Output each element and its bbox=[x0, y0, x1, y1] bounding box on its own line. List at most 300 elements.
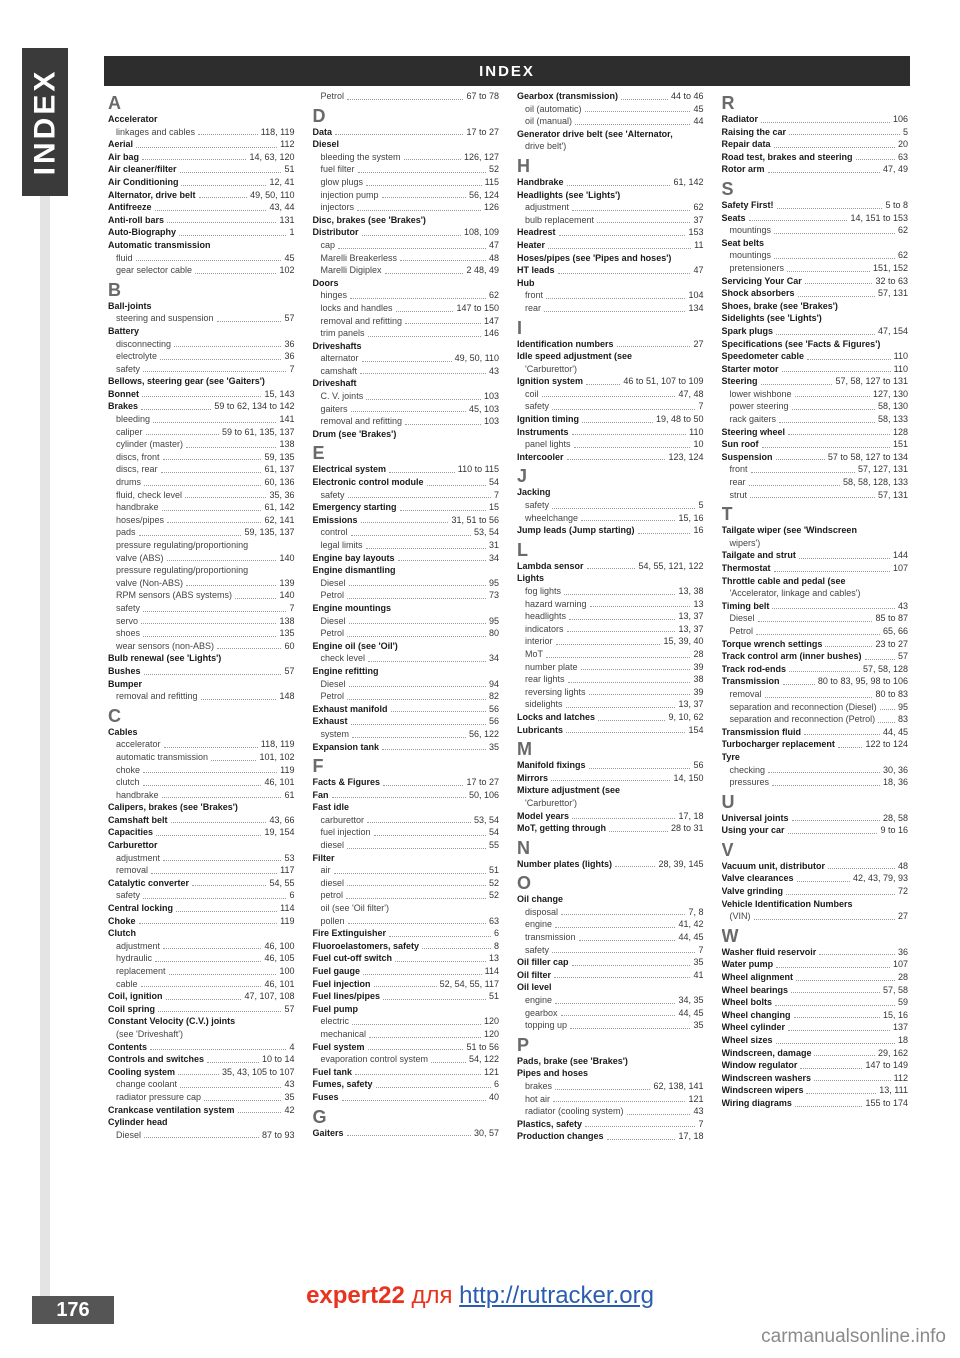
index-subentry bbox=[108, 501, 295, 514]
dot-leader bbox=[796, 979, 895, 981]
index-entry bbox=[108, 902, 295, 915]
entry-term: Washer fluid reservoir bbox=[721, 946, 817, 957]
index-entry bbox=[313, 990, 500, 1003]
entry-term: Filter bbox=[312, 852, 335, 863]
index-subentry bbox=[517, 115, 704, 128]
index-section-letter: M bbox=[517, 739, 532, 760]
index-subentry bbox=[313, 1053, 500, 1066]
entry-term: handbrake bbox=[116, 502, 159, 513]
index-entry bbox=[108, 189, 295, 202]
entry-pages: 36 bbox=[284, 338, 295, 349]
entry-pages: 110 bbox=[893, 351, 908, 362]
entry-term: Windscreen wipers bbox=[721, 1085, 804, 1096]
index-entry bbox=[517, 128, 704, 141]
index-entry bbox=[722, 726, 909, 739]
entry-pages: 5 to 8 bbox=[885, 199, 908, 210]
entry-term: Auto-Biography bbox=[108, 227, 176, 238]
dot-leader bbox=[162, 796, 282, 798]
dot-leader bbox=[775, 1004, 895, 1006]
entry-term: accelerator bbox=[116, 739, 161, 750]
index-entry bbox=[722, 650, 909, 663]
entry-term: Engine oil (see 'Oil') bbox=[312, 640, 398, 651]
entry-term: Exhaust manifold bbox=[312, 703, 388, 714]
entry-pages: 80 to 83 bbox=[875, 688, 908, 699]
dot-leader bbox=[555, 1088, 650, 1090]
dot-leader bbox=[349, 622, 486, 624]
index-entry bbox=[517, 264, 704, 277]
entry-term: Window regulator bbox=[721, 1060, 798, 1071]
entry-term: Diesel bbox=[320, 615, 346, 626]
index-subentry bbox=[108, 889, 295, 902]
index-subentry bbox=[108, 627, 295, 640]
index-subentry bbox=[108, 952, 295, 965]
dot-leader bbox=[761, 121, 890, 123]
dot-leader bbox=[788, 433, 890, 435]
index-subentry bbox=[517, 1007, 704, 1020]
index-entry bbox=[517, 1130, 704, 1143]
index-subentry bbox=[722, 612, 909, 625]
entry-term: radiator (cooling system) bbox=[525, 1106, 624, 1117]
index-subentry bbox=[108, 338, 295, 351]
entry-pages: 114 bbox=[484, 966, 499, 976]
entry-term: Air cleaner/filter bbox=[108, 164, 177, 175]
entry-pages: 120 bbox=[483, 1028, 499, 1039]
dot-leader bbox=[792, 819, 880, 821]
index-entry bbox=[722, 824, 909, 837]
dot-leader bbox=[352, 736, 466, 738]
dot-leader bbox=[334, 872, 486, 874]
entry-term: cable bbox=[116, 978, 138, 989]
index-subentry bbox=[108, 1091, 295, 1104]
dot-leader bbox=[346, 897, 486, 899]
entry-pages: 32 to 63 bbox=[875, 275, 908, 286]
dot-leader bbox=[788, 1029, 890, 1031]
entry-pages: 43 bbox=[284, 1079, 295, 1090]
dot-leader bbox=[347, 884, 486, 886]
index-entry bbox=[722, 675, 909, 688]
index-subentry bbox=[313, 176, 500, 189]
entry-term: Transmission fluid bbox=[721, 726, 802, 737]
index-subentry bbox=[517, 1105, 704, 1118]
index-entry bbox=[313, 741, 500, 754]
entry-pages: 57 to 58, 127 to 134 bbox=[827, 451, 908, 462]
entry-pages: 59, 135 bbox=[264, 451, 295, 462]
entry-term: safety bbox=[320, 489, 345, 500]
entry-term: Wiring diagrams bbox=[721, 1097, 792, 1108]
header-title: INDEX bbox=[479, 62, 535, 80]
entry-term: MoT, getting through bbox=[517, 823, 606, 834]
entry-term: RPM sensors (ABS systems) bbox=[116, 590, 233, 601]
entry-term: removal and refitting bbox=[320, 315, 403, 326]
entry-pages: 5 bbox=[698, 500, 704, 511]
index-entry bbox=[313, 463, 500, 476]
dot-leader bbox=[362, 234, 461, 236]
entry-term: linkages and cables bbox=[116, 126, 196, 137]
dot-leader bbox=[351, 534, 471, 536]
dot-leader bbox=[627, 1113, 691, 1115]
entry-term: Jacking bbox=[517, 487, 551, 498]
entry-term: drive belt') bbox=[525, 141, 567, 152]
index-subentry bbox=[108, 126, 295, 139]
index-section-letter: L bbox=[517, 539, 528, 560]
entry-term: Turbocharger replacement bbox=[721, 739, 835, 750]
entry-term: Sidelights (see 'Lights') bbox=[721, 313, 822, 324]
entry-pages: 45 bbox=[693, 103, 704, 114]
watermark-brand: expert22 bbox=[306, 1282, 405, 1309]
entry-pages: 148 bbox=[279, 691, 295, 702]
dot-leader bbox=[347, 98, 463, 100]
index-entry bbox=[108, 138, 295, 151]
entry-term: fluid, check level bbox=[116, 489, 183, 500]
entry-term: Road test, brakes and steering bbox=[721, 151, 853, 162]
index-entry bbox=[313, 952, 500, 965]
index-section-letter: E bbox=[312, 443, 325, 464]
index-entry bbox=[108, 678, 295, 691]
index-entry bbox=[108, 1066, 295, 1079]
entry-pages: 57, 58 bbox=[882, 984, 908, 995]
dot-leader bbox=[555, 926, 675, 928]
index-subentry bbox=[517, 918, 704, 931]
entry-term: pretensioners bbox=[729, 262, 785, 273]
dot-leader bbox=[559, 234, 686, 236]
entry-pages: 58, 130 bbox=[877, 401, 908, 412]
entry-pages: 151 bbox=[892, 439, 908, 450]
dot-leader bbox=[792, 408, 875, 410]
entry-pages: 63 bbox=[897, 151, 908, 162]
entry-term: Carburettor bbox=[108, 840, 158, 851]
index-entry bbox=[722, 663, 909, 676]
index-entry bbox=[517, 277, 704, 290]
entry-term: electric bbox=[320, 1016, 350, 1027]
entry-term: Radiator bbox=[721, 114, 759, 124]
entry-pages: 61, 142 bbox=[264, 502, 295, 513]
index-subentry bbox=[517, 201, 704, 214]
index-entry bbox=[313, 1091, 500, 1104]
entry-pages: 154 bbox=[688, 724, 704, 735]
entry-pages: 10 to 14 bbox=[261, 1054, 295, 1065]
entry-pages: 4 bbox=[289, 1041, 295, 1052]
entry-term: pressure regulating/proportioning bbox=[116, 540, 249, 550]
entry-term: Locks and latches bbox=[517, 711, 596, 722]
dot-leader bbox=[828, 867, 895, 869]
dot-leader bbox=[786, 893, 895, 895]
entry-pages: 28 bbox=[897, 972, 908, 983]
dot-leader bbox=[774, 146, 895, 148]
dot-leader bbox=[572, 433, 687, 435]
entry-pages: 6 bbox=[493, 928, 499, 939]
watermark-word: для bbox=[411, 1282, 453, 1309]
entry-pages: 9 to 16 bbox=[880, 825, 908, 836]
entry-pages: 151, 152 bbox=[872, 262, 908, 273]
dot-leader bbox=[621, 98, 668, 100]
index-entry bbox=[313, 1066, 500, 1079]
dot-leader bbox=[143, 635, 276, 637]
dot-leader bbox=[814, 1054, 875, 1056]
entry-term: Water pump bbox=[721, 959, 774, 970]
entry-term: Constant Velocity (C.V.) joints bbox=[108, 1016, 236, 1027]
entry-term: Clutch bbox=[108, 928, 136, 939]
entry-pages: 56 bbox=[693, 760, 704, 771]
entry-pages: 18, 36 bbox=[882, 777, 908, 788]
entry-pages: 34, 35 bbox=[678, 995, 704, 1006]
index-entry bbox=[722, 426, 909, 439]
watermark-link[interactable]: http://rutracker.org bbox=[459, 1282, 654, 1309]
entry-pages: 100 bbox=[279, 966, 295, 976]
entry-term: Antifreeze bbox=[108, 202, 152, 213]
index-entry bbox=[722, 237, 909, 250]
dot-leader bbox=[567, 630, 676, 632]
dot-leader bbox=[153, 421, 276, 423]
dot-leader bbox=[787, 270, 870, 272]
entry-term: Choke bbox=[108, 915, 136, 926]
index-entry bbox=[108, 801, 295, 814]
entry-term: 'Carburettor') bbox=[525, 797, 577, 808]
entry-term: adjustment bbox=[116, 852, 161, 863]
entry-pages: 82 bbox=[488, 691, 499, 702]
index-subentry bbox=[313, 264, 500, 277]
index-subentry bbox=[517, 289, 704, 302]
dot-leader bbox=[615, 865, 655, 867]
index-entry bbox=[722, 126, 909, 139]
index-subentry bbox=[722, 224, 909, 237]
entry-term: handbrake bbox=[116, 789, 159, 800]
index-subentry bbox=[722, 688, 909, 701]
entry-term: Marelli Breakerless bbox=[320, 252, 398, 263]
entry-term: Wheel sizes bbox=[721, 1035, 773, 1045]
entry-term: hot air bbox=[525, 1093, 551, 1104]
entry-term: fog lights bbox=[525, 586, 562, 596]
entry-pages: 49, 50, 110 bbox=[250, 189, 295, 200]
index-entry bbox=[517, 858, 704, 871]
entry-term: servo bbox=[116, 615, 139, 626]
dot-leader bbox=[754, 918, 895, 920]
index-entry bbox=[108, 1053, 295, 1066]
entry-pages: 7 bbox=[493, 489, 499, 500]
entry-pages: 140 bbox=[279, 590, 295, 601]
entry-term: steering and suspension bbox=[116, 313, 214, 324]
entry-pages: 36 bbox=[284, 351, 295, 362]
entry-term: Safety First! bbox=[721, 199, 774, 210]
index-subentry bbox=[722, 701, 909, 714]
dot-leader bbox=[783, 683, 815, 685]
index-entry bbox=[517, 784, 704, 797]
dot-leader bbox=[181, 184, 266, 186]
entry-pages: 119 bbox=[280, 915, 295, 926]
dot-leader bbox=[144, 484, 261, 486]
dot-leader bbox=[144, 673, 282, 675]
index-entry bbox=[722, 438, 909, 451]
entry-pages: 60 bbox=[284, 640, 295, 651]
entry-pages: 52, 54, 55, 117 bbox=[439, 978, 499, 989]
entry-pages: 52 bbox=[488, 164, 499, 175]
index-entry bbox=[722, 1097, 909, 1110]
dot-leader bbox=[347, 698, 486, 700]
entry-pages: 57 bbox=[284, 1003, 295, 1014]
entry-pages: 123, 124 bbox=[668, 451, 704, 462]
entry-pages: 48 bbox=[897, 860, 908, 871]
dot-leader bbox=[363, 973, 482, 975]
index-subentry bbox=[313, 839, 500, 852]
entry-term: engine bbox=[525, 995, 553, 1006]
index-subentry bbox=[517, 944, 704, 957]
entry-pages: 31, 51 to 56 bbox=[451, 514, 499, 525]
entry-term: caliper bbox=[116, 426, 143, 437]
index-subentry bbox=[313, 151, 500, 164]
entry-term: pads bbox=[116, 527, 136, 538]
entry-pages: 51 bbox=[284, 164, 295, 175]
index-entry bbox=[722, 275, 909, 288]
entry-term: Engine refitting bbox=[312, 665, 379, 676]
entry-pages: 8 bbox=[493, 940, 499, 951]
dot-leader bbox=[551, 779, 670, 781]
entry-pages: 43 bbox=[897, 600, 908, 611]
index-entry bbox=[313, 1078, 500, 1091]
entry-term: safety bbox=[525, 401, 550, 412]
entry-term: air bbox=[320, 865, 331, 876]
entry-pages: 17 to 27 bbox=[466, 126, 499, 137]
entry-term: oil (see 'Oil filter') bbox=[320, 903, 389, 914]
entry-term: bulb replacement bbox=[525, 214, 595, 225]
index-entry bbox=[517, 486, 704, 499]
dot-leader bbox=[574, 446, 691, 448]
entry-pages: 15, 143 bbox=[264, 388, 295, 399]
entry-pages: 29, 162 bbox=[877, 1047, 908, 1058]
index-entry bbox=[722, 1021, 909, 1034]
entry-pages: 28, 39, 145 bbox=[658, 858, 704, 869]
dot-leader bbox=[427, 484, 486, 486]
index-entry bbox=[313, 852, 500, 865]
dot-leader bbox=[400, 259, 486, 261]
entry-pages: 40 bbox=[488, 1091, 499, 1102]
index-entry bbox=[313, 340, 500, 353]
dot-leader bbox=[575, 123, 690, 125]
entry-term: Lights bbox=[517, 573, 544, 584]
entry-term: Cables bbox=[108, 726, 138, 737]
entry-term: Using your car bbox=[721, 825, 785, 836]
footer-site: carmanualsonline.info bbox=[761, 1326, 946, 1347]
dot-leader bbox=[789, 670, 860, 672]
dot-leader bbox=[143, 370, 286, 372]
index-entry bbox=[722, 562, 909, 575]
index-subentry bbox=[517, 797, 704, 810]
entry-term: Headrest bbox=[517, 227, 556, 238]
entry-pages: 59 to 62, 134 to 142 bbox=[214, 401, 295, 412]
dot-leader bbox=[350, 297, 486, 299]
index-entry bbox=[722, 885, 909, 898]
entry-term: Bulb renewal (see 'Lights') bbox=[108, 653, 222, 664]
entry-pages: 19, 48 to 50 bbox=[655, 414, 704, 425]
dot-leader bbox=[856, 158, 895, 160]
index-entry bbox=[722, 375, 909, 388]
entry-term: Ball-joints bbox=[108, 300, 152, 311]
index-subentry bbox=[313, 877, 500, 890]
entry-term: Automatic transmission bbox=[108, 239, 211, 250]
entry-term: pollen bbox=[320, 915, 345, 926]
entry-term: Drum (see 'Brakes') bbox=[312, 428, 397, 439]
entry-term: Fumes, safety bbox=[312, 1079, 373, 1090]
index-subentry bbox=[108, 789, 295, 802]
index-subentry bbox=[313, 90, 500, 103]
index-entry bbox=[722, 984, 909, 997]
entry-term: fuel filter bbox=[320, 164, 355, 175]
entry-term: Throttle cable and pedal (see bbox=[721, 575, 846, 586]
entry-pages: 56, 124 bbox=[468, 189, 499, 200]
dot-leader bbox=[552, 951, 695, 953]
entry-term: Wheel bearings bbox=[721, 984, 789, 995]
index-subentry bbox=[108, 552, 295, 565]
index-subentry bbox=[108, 615, 295, 628]
entry-term: automatic transmission bbox=[116, 751, 209, 762]
index-entry bbox=[517, 772, 704, 785]
index-subentry bbox=[108, 940, 295, 953]
index-subentry bbox=[517, 931, 704, 944]
dot-leader bbox=[819, 953, 895, 955]
entry-term: Central locking bbox=[108, 903, 174, 914]
entry-term: Camshaft belt bbox=[108, 814, 168, 825]
entry-term: Petrol bbox=[320, 691, 345, 702]
entry-pages: 110 bbox=[689, 426, 704, 437]
entry-term: Air bag bbox=[108, 151, 140, 162]
entry-pages: 56 bbox=[488, 716, 499, 727]
index-section-letter: N bbox=[517, 837, 530, 858]
dot-leader bbox=[607, 1138, 676, 1140]
entry-pages: 35 bbox=[488, 741, 499, 752]
index-subentry bbox=[108, 864, 295, 877]
index-entry bbox=[517, 1055, 704, 1068]
index-subentry bbox=[313, 352, 500, 365]
entry-term: rear bbox=[729, 477, 746, 488]
index-entry bbox=[313, 564, 500, 577]
index-subentry bbox=[313, 201, 500, 214]
dot-leader bbox=[638, 532, 691, 534]
dot-leader bbox=[238, 1111, 282, 1113]
dot-leader bbox=[382, 748, 486, 750]
entry-term: pressures bbox=[729, 777, 770, 788]
index-entry bbox=[517, 956, 704, 969]
index-subentry bbox=[517, 635, 704, 648]
index-entry bbox=[108, 226, 295, 239]
index-subentry bbox=[722, 249, 909, 262]
dot-leader bbox=[347, 1134, 471, 1136]
entry-pages: 87 to 93 bbox=[261, 1129, 295, 1140]
entry-pages: 53, 54 bbox=[473, 814, 499, 825]
dot-leader bbox=[542, 395, 676, 397]
dot-leader bbox=[180, 171, 282, 173]
index-entry bbox=[722, 860, 909, 873]
dot-leader bbox=[585, 1125, 695, 1127]
entry-term: interior bbox=[525, 636, 553, 647]
entry-term: Exhaust bbox=[312, 716, 348, 727]
index-subentry bbox=[722, 537, 909, 550]
entry-pages: 35 bbox=[693, 1020, 704, 1031]
index-subentry bbox=[313, 678, 500, 691]
index-entry bbox=[722, 524, 909, 537]
entry-pages: 44 bbox=[693, 116, 704, 127]
index-section-letter: P bbox=[517, 1034, 530, 1055]
entry-pages: 56, 122 bbox=[468, 728, 499, 739]
dot-leader bbox=[166, 998, 242, 1000]
dot-leader bbox=[794, 1016, 880, 1018]
entry-pages: 7 bbox=[698, 1118, 704, 1129]
index-section-letter: G bbox=[312, 1106, 327, 1127]
index-section-letter: T bbox=[721, 504, 733, 525]
entry-term: adjustment bbox=[116, 940, 161, 951]
dot-leader bbox=[768, 171, 880, 173]
entry-term: Fuel tank bbox=[312, 1066, 353, 1077]
entry-term: Emergency starting bbox=[312, 502, 397, 513]
entry-term: Oil level bbox=[517, 982, 552, 993]
dot-leader bbox=[391, 710, 486, 712]
